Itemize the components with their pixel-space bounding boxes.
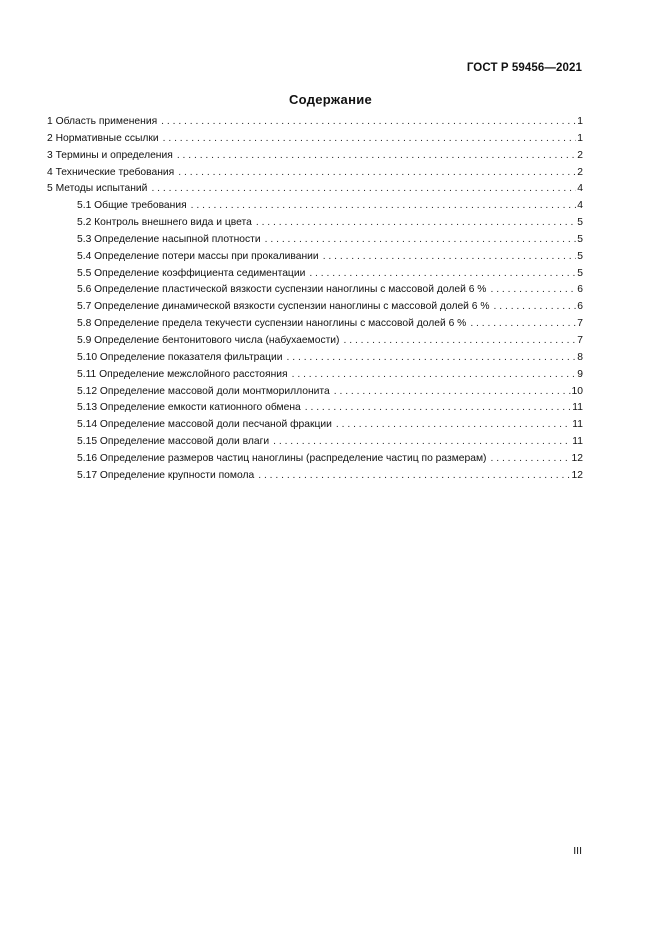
- toc-entry-page: 5: [577, 267, 583, 279]
- toc-entry-2[interactable]: [47, 131, 583, 148]
- toc-entry-5-4[interactable]: [47, 249, 583, 266]
- dot-leader: [178, 165, 576, 182]
- toc-entry-text: 5.4 Определение потери массы при прокаливании: [77, 250, 319, 262]
- dot-leader: [305, 400, 572, 417]
- toc-entry-page: 12: [571, 469, 583, 481]
- toc-entry-text: 4 Технические требования: [47, 166, 175, 178]
- toc-entry-page: 5: [577, 250, 583, 262]
- dot-leader: [265, 232, 577, 249]
- dot-leader: [273, 434, 571, 451]
- dot-leader: [256, 215, 576, 232]
- toc-entry-text: 5.9 Определение бентонитового числа (набухаемости): [77, 334, 340, 346]
- toc-entry-4[interactable]: [47, 165, 583, 182]
- dot-leader: [292, 367, 577, 384]
- document-code: ГОСТ Р 59456—2021: [466, 62, 582, 74]
- table-of-contents: [47, 114, 583, 485]
- toc-entry-1[interactable]: [47, 114, 583, 131]
- toc-entry-5-8[interactable]: [47, 316, 583, 333]
- toc-entry-page: 2: [577, 149, 583, 161]
- toc-entry-text: 5.7 Определение динамической вязкости суспензии наноглины с массовой долей 6 %: [77, 301, 490, 313]
- toc-entry-5-1[interactable]: [47, 198, 583, 215]
- toc-entry-page: 1: [577, 116, 583, 127]
- dot-leader: [336, 417, 571, 434]
- toc-entry-page: 5: [577, 233, 583, 245]
- toc-entry-page: 8: [577, 351, 583, 363]
- dot-leader: [151, 181, 576, 198]
- toc-entry-page: 11: [572, 419, 583, 431]
- toc-entry-text: 5.5 Определение коэффициента седиментации: [77, 267, 306, 279]
- toc-entry-page: 5: [577, 217, 583, 229]
- dot-leader: [490, 282, 576, 299]
- page-number: III: [573, 845, 582, 857]
- toc-entry-5-14[interactable]: [47, 417, 583, 434]
- toc-entry-5[interactable]: [47, 181, 583, 198]
- toc-entry-text: 5.2 Контроль внешнего вида и цвета: [77, 217, 252, 229]
- toc-entry-text: 5.14 Определение массовой доли песчаной фракции: [77, 419, 332, 431]
- dot-leader: [191, 198, 577, 215]
- toc-entry-page: 9: [577, 368, 583, 380]
- toc-entry-text: 5.10 Определение показателя фильтрации: [77, 351, 283, 363]
- toc-entry-text: 1 Область применения: [47, 116, 158, 127]
- dot-leader: [344, 333, 577, 350]
- dot-leader: [470, 316, 576, 333]
- toc-entry-page: 4: [577, 183, 583, 195]
- toc-entry-5-16[interactable]: [47, 451, 583, 468]
- toc-entry-text: 5.12 Определение массовой доли монтмориллонита: [77, 385, 330, 397]
- toc-entry-5-17[interactable]: [47, 468, 583, 485]
- toc-entry-text: 5.3 Определение насыпной плотности: [77, 233, 261, 245]
- toc-entry-page: 10: [571, 385, 583, 397]
- dot-leader: [163, 131, 577, 148]
- toc-entry-text: 5.13 Определение емкости катионного обмена: [77, 402, 301, 414]
- toc-entry-text: 5 Методы испытаний: [47, 183, 148, 195]
- toc-entry-text: 2 Нормативные ссылки: [47, 132, 159, 144]
- dot-leader: [494, 299, 577, 316]
- dot-leader: [334, 384, 571, 401]
- toc-entry-5-9[interactable]: [47, 333, 583, 350]
- toc-entry-5-13[interactable]: [47, 400, 583, 417]
- toc-entry-text: 5.8 Определение предела текучести суспензии наноглины с массовой долей 6 %: [77, 318, 467, 330]
- dot-leader: [323, 249, 577, 266]
- toc-entry-5-3[interactable]: [47, 232, 583, 249]
- toc-entry-text: 3 Термины и определения: [47, 149, 173, 161]
- dot-leader: [177, 148, 576, 165]
- toc-entry-page: 1: [577, 132, 583, 144]
- toc-entry-5-6[interactable]: [47, 282, 583, 299]
- toc-entry-text: 5.11 Определение межслойного расстояния: [77, 368, 288, 380]
- dot-leader: [161, 114, 576, 131]
- toc-entry-text: 5.6 Определение пластической вязкости суспензии наноглины с массовой долей 6 %: [77, 284, 487, 296]
- toc-entry-3[interactable]: [47, 148, 583, 165]
- toc-entry-page: 7: [577, 334, 583, 346]
- toc-entry-5-2[interactable]: [47, 215, 583, 232]
- toc-entry-text: 5.16 Определение размеров частиц наноглины (распределение частиц по размерам): [77, 452, 487, 464]
- toc-entry-5-5[interactable]: [47, 266, 583, 283]
- toc-entry-text: 5.15 Определение массовой доли влаги: [77, 436, 270, 448]
- toc-entry-5-12[interactable]: [47, 384, 583, 401]
- toc-entry-page: 4: [577, 200, 583, 212]
- toc-entry-5-7[interactable]: [47, 299, 583, 316]
- toc-entry-page: 6: [577, 301, 583, 313]
- dot-leader: [287, 350, 577, 367]
- toc-entry-page: 11: [572, 402, 583, 414]
- toc-entry-page: 12: [571, 452, 583, 464]
- toc-entry-text: 5.17 Определение крупности помола: [77, 469, 255, 481]
- dot-leader: [258, 468, 570, 485]
- toc-entry-5-10[interactable]: [47, 350, 583, 367]
- toc-entry-page: 7: [577, 318, 583, 330]
- toc-entry-text: 5.1 Общие требования: [77, 200, 187, 212]
- toc-entry-5-11[interactable]: [47, 367, 583, 384]
- toc-entry-page: 11: [572, 436, 583, 448]
- dot-leader: [491, 451, 571, 468]
- toc-title: Содержание: [288, 92, 373, 107]
- toc-entry-page: 2: [577, 166, 583, 178]
- toc-entry-page: 6: [577, 284, 583, 296]
- toc-entry-5-15[interactable]: [47, 434, 583, 451]
- dot-leader: [309, 266, 576, 283]
